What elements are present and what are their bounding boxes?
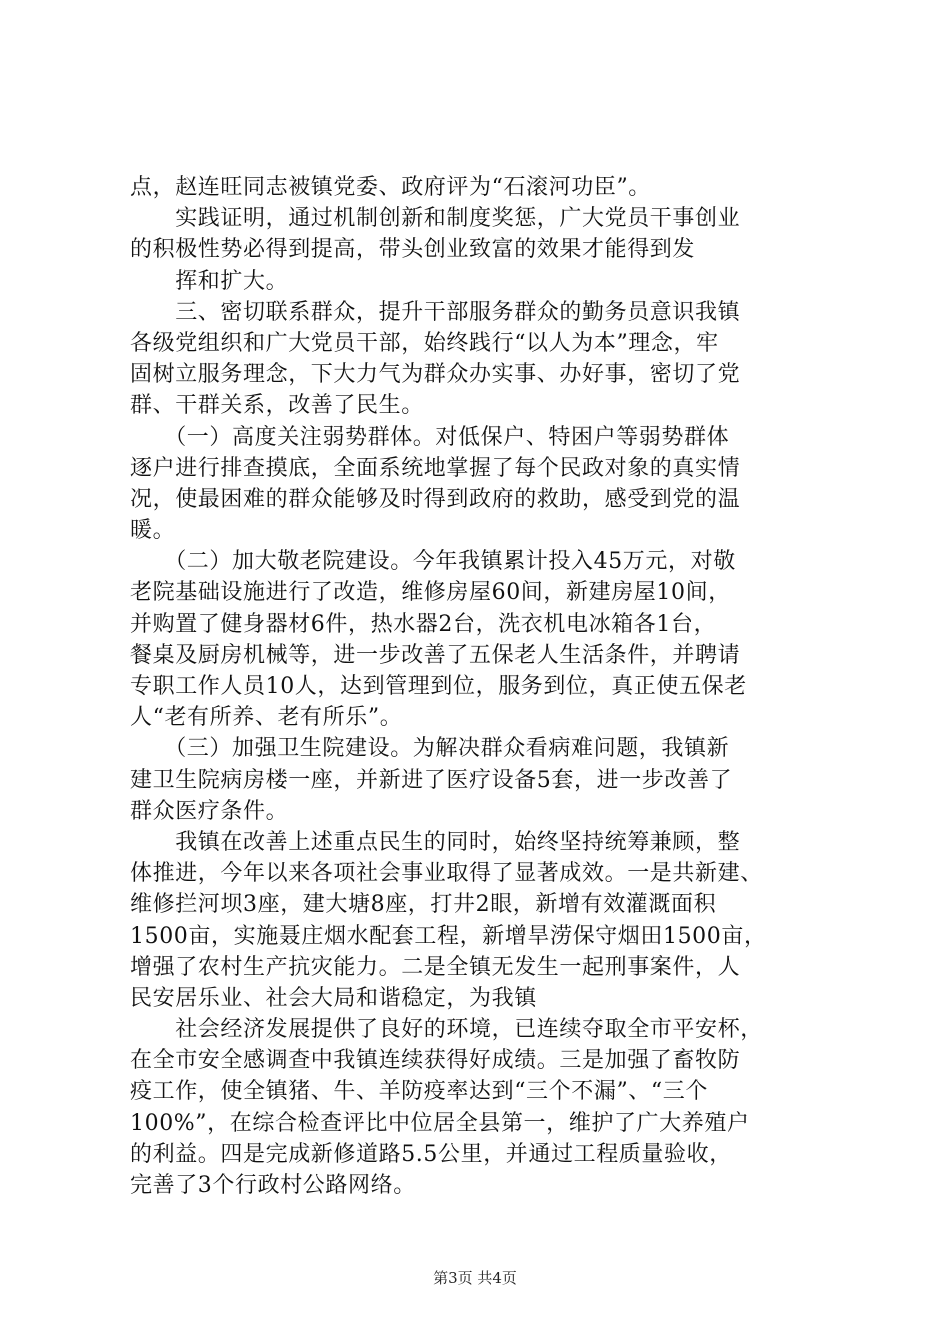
- text-line: 点，赵连旺同志被镇党委、政府评为“石滚河功臣”。: [130, 175, 651, 200]
- text-line: 餐桌及厨房机械等，进一步改善了五保老人生活条件，并聘请: [130, 642, 741, 668]
- page-number-footer: 第3页 共4页: [433, 1269, 517, 1287]
- text-line: 况，使最困难的群众能够及时得到政府的救助，感受到党的温: [130, 486, 741, 512]
- text-line: 并购置了健身器材6件，热水器2台，洗衣机电冰箱各1台，: [130, 611, 717, 637]
- text-line: 的积极性势必得到提高，带头创业致富的效果才能得到发: [130, 237, 696, 263]
- text-line: 民安居乐业、社会大局和谐稳定，为我镇: [130, 985, 537, 1011]
- text-line: 逐户进行排查摸底，全面系统地掌握了每个民政对象的真实情: [130, 455, 741, 481]
- text-line: 100%”，在综合检查评比中位居全县第一，维护了广大养殖户: [130, 1110, 750, 1136]
- text-line: （三）加强卫生院建设。为解决群众看病难问题，我镇新: [130, 736, 730, 762]
- text-line: 建卫生院病房楼一座，并新进了医疗设备5套，进一步改善了: [130, 767, 733, 793]
- text-line: 增强了农村生产抗灾能力。二是全镇无发生一起刑事案件，人: [130, 954, 741, 980]
- text-line: 体推进，今年以来各项社会事业取得了显著成效。一是共新建、: [130, 861, 763, 887]
- body-text: [130, 172, 830, 1201]
- text-line: 群、干群关系，改善了民生。: [130, 393, 424, 419]
- text-line: 群众医疗条件。: [130, 798, 289, 824]
- text-line: 疫工作，使全镇猪、牛、羊防疫率达到“三个不漏”、“三个: [130, 1079, 708, 1105]
- text-line: 的利益。四是完成新修道路5.5公里，并通过工程质量验收，: [130, 1141, 732, 1167]
- text-line: 人“老有所养、老有所乐”。: [130, 705, 403, 731]
- text-line: 各级党组织和广大党员干部，始终践行“以人为本”理念，牢: [130, 330, 719, 356]
- text-line: 固树立服务理念，下大力气为群众办实事、办好事，密切了党: [130, 362, 741, 388]
- text-line: 完善了3个行政村公路网络。: [130, 1173, 416, 1198]
- text-line: 挥和扩大。: [130, 268, 289, 294]
- text-line: 专职工作人员10人，达到管理到位，服务到位，真正使五保老: [130, 674, 747, 699]
- text-line: 1500亩，实施聂庄烟水配套工程，新增旱涝保守烟田1500亩，: [130, 923, 767, 949]
- text-line: 在全市安全感调查中我镇连续获得好成绩。三是加强了畜牧防: [130, 1048, 741, 1074]
- text-line: 社会经济发展提供了良好的环境，已连续夺取全市平安杯，: [130, 1017, 763, 1043]
- text-line: （二）加大敬老院建设。今年我镇累计投入45万元，对敬: [130, 549, 736, 575]
- text-line: 三、密切联系群众，提升干部服务群众的勤务员意识我镇: [130, 299, 741, 325]
- text-line: 维修拦河坝3座，建大塘8座，打井2眼，新增有效灌溉面积: [130, 892, 717, 918]
- text-line: 我镇在改善上述重点民生的同时，始终坚持统筹兼顾，整: [130, 829, 741, 855]
- text-line: 老院基础设施进行了改造，维修房屋60间，新建房屋10间，: [130, 580, 731, 606]
- text-line: 暖。: [130, 518, 176, 544]
- text-line: 实践证明，通过机制创新和制度奖惩，广大党员干事创业: [130, 206, 741, 232]
- text-line: （一）高度关注弱势群体。对低保户、特困户等弱势群体: [130, 424, 730, 450]
